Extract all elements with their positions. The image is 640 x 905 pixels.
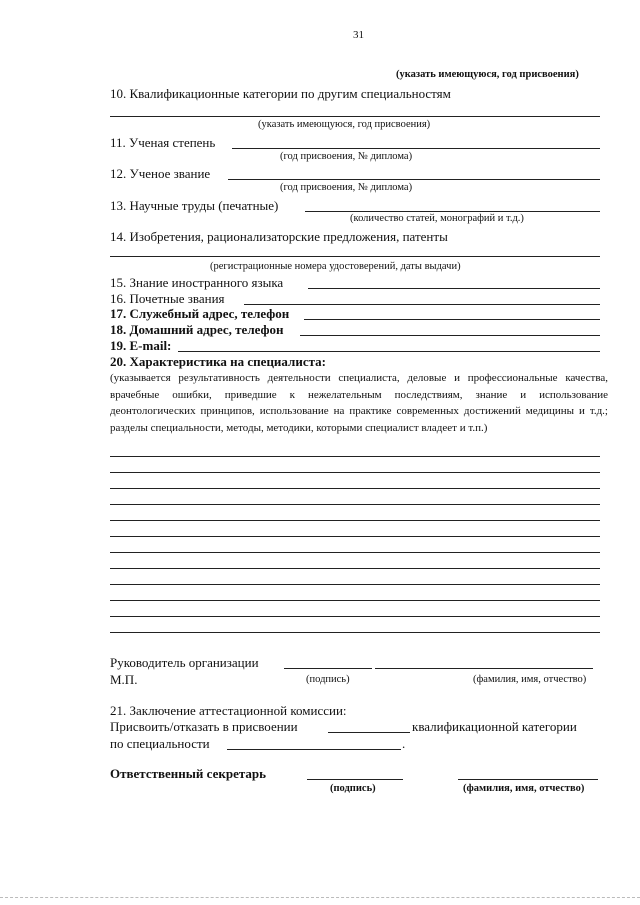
item-10-hint: (указать имеющуюся, год присвоения) — [258, 119, 431, 130]
item-13-label: 13. Научные труды (печатные) — [110, 198, 279, 213]
characteristic-line[interactable] — [110, 488, 600, 489]
characteristic-line[interactable] — [110, 536, 600, 537]
characteristic-line[interactable] — [110, 504, 600, 505]
characteristic-line[interactable] — [110, 472, 600, 473]
item-14-hint: (регистрационные номера удостоверений, даты выдачи) — [210, 261, 461, 272]
characteristic-line[interactable] — [110, 600, 600, 601]
characteristic-line[interactable] — [110, 568, 600, 569]
characteristic-line[interactable] — [110, 584, 600, 585]
item-11-label: 11. Ученая степень — [110, 135, 216, 150]
head-name-hint: (фамилия, имя, отчество) — [473, 674, 587, 685]
item-11-input-line[interactable] — [232, 148, 600, 149]
item-11-hint: (год присвоения, № диплома) — [280, 151, 413, 162]
item-21-label: 21. Заключение аттестационной комиссии: — [110, 703, 347, 718]
item-16-input-line[interactable] — [244, 304, 600, 305]
head-name-line[interactable] — [375, 668, 593, 669]
head-signature-hint: (подпись) — [306, 674, 350, 685]
secretary-name-line[interactable] — [458, 779, 598, 780]
item-12-label: 12. Ученое звание — [110, 166, 211, 181]
secretary-label: Ответственный секретарь — [110, 766, 266, 781]
secretary-signature-line[interactable] — [307, 779, 403, 780]
page-number: 31 — [353, 29, 364, 41]
characteristic-line[interactable] — [110, 520, 600, 521]
category-input-line[interactable] — [328, 732, 410, 733]
secretary-name-hint: (фамилия, имя, отчество) — [463, 783, 585, 794]
specialty-input-line[interactable] — [227, 749, 401, 750]
scan-edge-divider — [0, 897, 640, 898]
item-20-label: 20. Характеристика на специалиста: — [110, 354, 326, 369]
item-10-input-line[interactable] — [110, 116, 600, 117]
assign-label: Присвоить/отказать в присвоении — [110, 719, 298, 734]
item-15-input-line[interactable] — [308, 288, 600, 289]
characteristic-line[interactable] — [110, 456, 600, 457]
item-17-input-line[interactable] — [304, 319, 600, 320]
head-signature-label: Руководитель организации — [110, 655, 259, 670]
item-10-label: 10. Квалификационные категории по другим специальностям — [110, 86, 451, 101]
item-17-label: 17. Служебный адрес, телефон — [110, 306, 290, 321]
item-12-input-line[interactable] — [228, 179, 600, 180]
specialty-label: по специальности — [110, 736, 210, 751]
specialty-period: . — [402, 736, 406, 751]
item-18-input-line[interactable] — [300, 335, 600, 336]
top-field-hint: (указать имеющуюся, год присвоения) — [396, 69, 579, 80]
item-13-hint: (количество статей, монографий и т.д.) — [350, 213, 524, 224]
item-15-label: 15. Знание иностранного языка — [110, 275, 284, 290]
item-13-input-line[interactable] — [305, 211, 600, 212]
item-14-input-line[interactable] — [110, 256, 600, 257]
secretary-signature-hint: (подпись) — [330, 783, 376, 794]
category-label: квалификационной категории — [412, 719, 577, 734]
characteristic-line[interactable] — [110, 616, 600, 617]
stamp-mark: М.П. — [110, 672, 138, 687]
item-19-input-line[interactable] — [178, 351, 600, 352]
characteristic-line[interactable] — [110, 632, 600, 633]
item-12-hint: (год присвоения, № диплома) — [280, 182, 413, 193]
item-20-description: (указывается результативность деятельности специалиста, деловые и профессиональные качества, врачебные ошибки, приведшие к нежелательным последствиям, знание и использование деонтологических принципов, использование на практике современных достижений медицины и т.д.; разделы специальности, методы, методики, которыми специалист владеет и т.п.) — [110, 372, 608, 434]
head-signature-line[interactable] — [284, 668, 372, 669]
item-18-label: 18. Домашний адрес, телефон — [110, 322, 284, 337]
item-14-label: 14. Изобретения, рационализаторские предложения, патенты — [110, 229, 448, 244]
item-16-label: 16. Почетные звания — [110, 291, 225, 306]
item-19-label: 19. E-mail: — [110, 338, 172, 353]
characteristic-line[interactable] — [110, 552, 600, 553]
